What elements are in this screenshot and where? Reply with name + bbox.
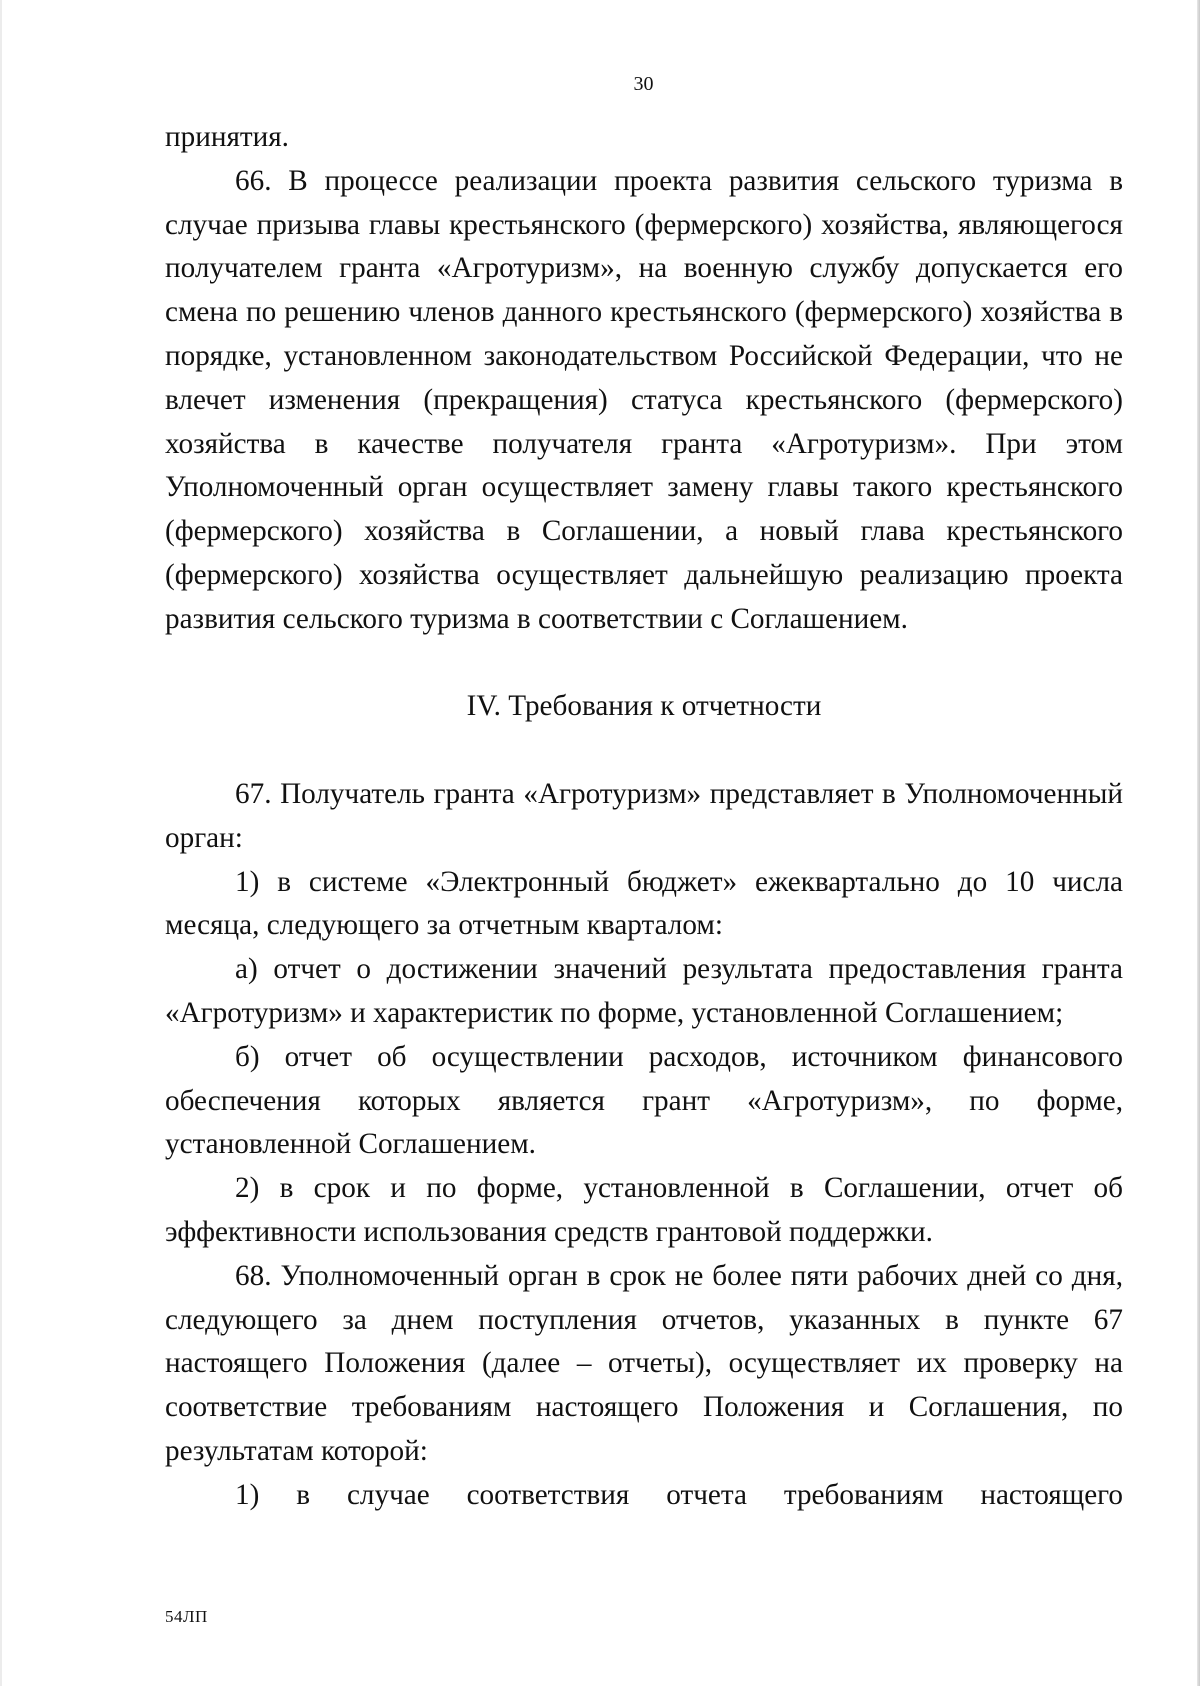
paragraph-continuation: принятия.	[165, 121, 289, 153]
paragraph-68: 68. Уполномоченный орган в срок не более пяти рабочих дней со дня, следующего за днем поступления отчетов, указанных в пункте 67 настоящего Положения (далее – отчеты), осуществляет их проверку на соответствие требованиям настоящего Положения и Соглашения, по результатам которой:	[165, 1259, 1123, 1467]
paragraph-66: 66. В процессе реализации проекта развития сельского туризма в случае призыва главы крестьянского (фермерского) хозяйства, являющегося получателем гранта «Агротуризм», на военную службу допускается его смена по решению членов данного крестьянского (фермерского) хозяйства в порядке, установленном законодательством Российской Федерации, что не влечет изменения (прекращения) статуса крестьянского (фермерского) хозяйства в качестве получателя гранта «Агротуризм». При этом Уполномоченный орган осуществляет замену главы такого крестьянского (фермерского) хозяйства в Соглашении, а новый глава крестьянского (фермерского) хозяйства осуществляет дальнейшую реализацию проекта развития сельского туризма в соответствии с Соглашением.	[165, 164, 1123, 635]
scan-edge-left	[0, 0, 2, 1686]
section-heading: IV. Требования к отчетности	[466, 690, 822, 723]
document-body	[165, 116, 1123, 1518]
paragraph-67-item-1b: б) отчет об осуществлении расходов, источником финансового обеспечения которых является грант «Агротуризм», по форме, установленной Соглашением.	[165, 1040, 1123, 1161]
paragraph-67-item-1a: а) отчет о достижении значений результата предоставления гранта «Агротуризм» и характеристик по форме, установленной Соглашением;	[165, 953, 1123, 1029]
paragraph-67: 67. Получатель гранта «Агротуризм» представляет в Уполномоченный орган:	[165, 777, 1123, 854]
paragraph-67-item-2: 2) в срок и по форме, установленной в Соглашении, отчет об эффективности использования средств грантовой поддержки.	[165, 1172, 1123, 1248]
paragraph-68-item-1: 1) в случае соответствия отчета требованиям настоящего	[235, 1478, 1123, 1511]
footer-document-code: 54ЛП	[165, 1607, 208, 1626]
page-number: 30	[633, 73, 654, 95]
paragraph-67-item-1: 1) в системе «Электронный бюджет» ежеквартально до 10 числа месяца, следующего за отчетным кварталом:	[165, 865, 1123, 942]
